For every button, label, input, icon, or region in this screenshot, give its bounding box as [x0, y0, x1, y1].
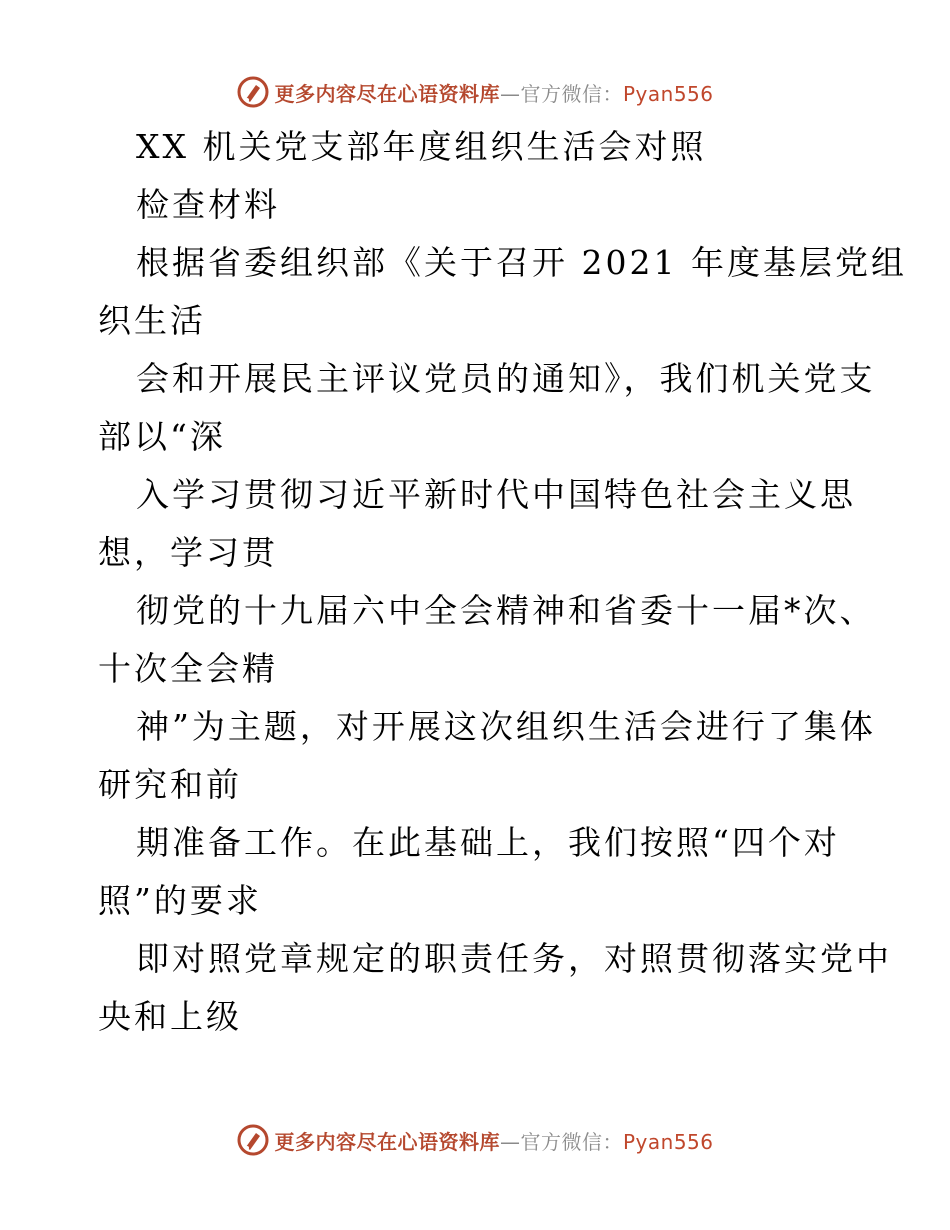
document-line: 彻党的十九届六中全会精神和省委十一届*次、	[136, 591, 876, 630]
watermark-main-text: 更多内容尽在心语资料库	[274, 1129, 500, 1154]
document-line: 照”的要求	[98, 881, 262, 920]
watermark-separator: —	[499, 81, 521, 106]
watermark-separator: —	[499, 1129, 521, 1154]
document-line: 想，学习贯	[98, 533, 278, 572]
document-line: 根据省委组织部《关于召开 2021 年度基层党组	[136, 243, 907, 282]
document-line: 研究和前	[98, 765, 242, 804]
document-line: 部以“深	[98, 417, 226, 456]
document-line: 即对照党章规定的职责任务，对照贯彻落实党中	[136, 939, 892, 978]
watermark-label: 官方微信：	[520, 81, 623, 106]
document-line: 十次全会精	[98, 649, 278, 688]
document-line: XX 机关党支部年度组织生活会对照	[136, 127, 707, 166]
header-watermark	[0, 72, 950, 112]
document-line: 检查材料	[136, 185, 280, 224]
footer-watermark	[0, 1120, 950, 1160]
document-line: 期准备工作。在此基础上，我们按照“四个对	[136, 823, 840, 862]
document-line: 会和开展民主评议党员的通知》，我们机关党支	[136, 359, 876, 398]
document-line: 神”为主题，对开展这次组织生活会进行了集体	[136, 707, 876, 746]
pen-circle-logo-icon	[236, 1123, 270, 1157]
document-line: 央和上级	[98, 997, 242, 1036]
document-body	[98, 118, 907, 1046]
document-line: 入学习贯彻习近平新时代中国特色社会主义思	[136, 475, 856, 514]
pen-circle-logo-icon	[236, 75, 270, 109]
watermark-id: Pyan556	[622, 1129, 714, 1154]
document-line: 织生活	[98, 301, 206, 340]
watermark-id: Pyan556	[622, 81, 714, 106]
watermark-label: 官方微信：	[520, 1129, 623, 1154]
watermark-main-text: 更多内容尽在心语资料库	[274, 81, 500, 106]
